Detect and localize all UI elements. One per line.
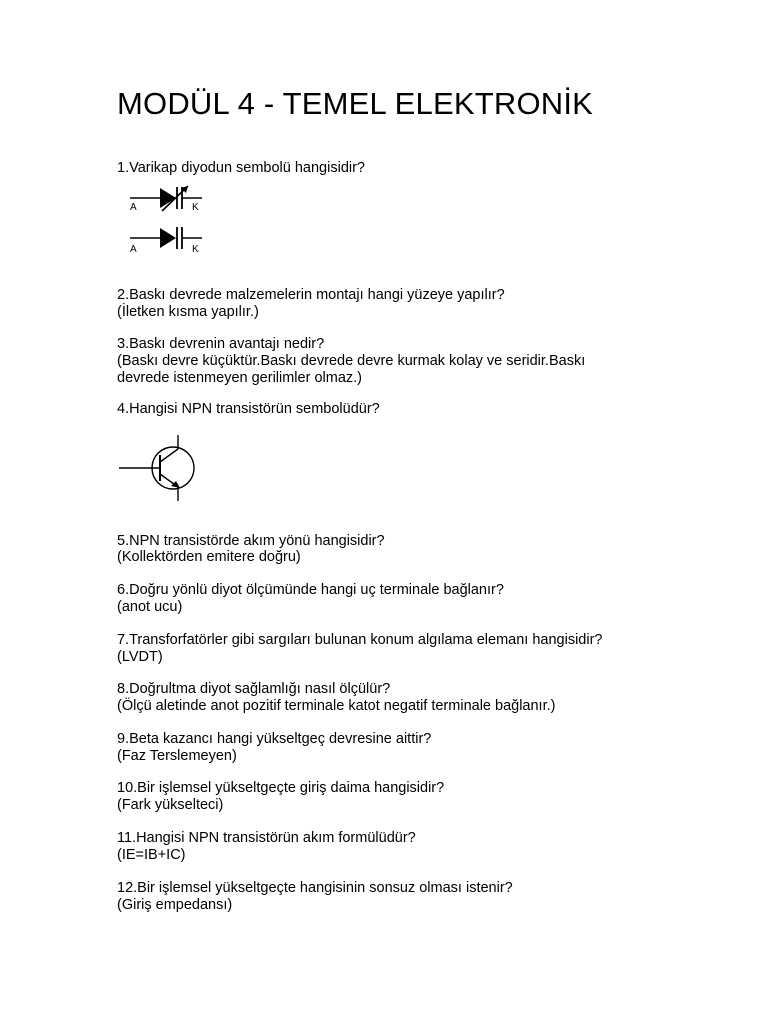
answer-9: (Faz Terslemeyen) [117,748,237,764]
answer-8: (Ölçü aletinde anot pozitif terminale katot negatif terminale bağlanır.) [117,698,556,714]
question-9: 9.Beta kazancı hangi yükseltgeç devresine aittir? [117,731,432,747]
page-title: MODÜL 4 - TEMEL ELEKTRONİK [117,86,594,121]
question-11: 11.Hangisi NPN transistörün akım formülüdür? [117,830,416,846]
answer-3-line-1: (Baskı devre küçüktür.Baskı devrede devre kurmak kolay ve seridir.Baskı [117,353,586,369]
varactor-diode-symbol-b [126,225,206,253]
question-6: 6.Doğru yönlü diyot ölçümünde hangi uç terminale bağlanır? [117,582,504,598]
question-4: 4.Hangisi NPN transistörün sembolüdür? [117,401,380,417]
answer-11: (IE=IB+IC) [117,847,186,863]
question-3: 3.Baskı devrenin avantajı nedir? [117,336,325,352]
answer-6: (anot ucu) [117,599,183,615]
question-12: 12.Bir işlemsel yükseltgeçte hangisinin sonsuz olması istenir? [117,880,513,896]
npn-transistor-symbol [116,430,200,504]
cathode-label: K [192,202,199,212]
question-1: 1.Varikap diyodun sembolü hangisidir? [117,160,365,176]
answer-2: (İletken kısma yapılır.) [117,304,259,320]
answer-10: (Fark yükselteci) [117,797,224,813]
anode-label: A [130,202,137,212]
anode-label: A [130,244,137,253]
cathode-label: K [192,244,199,253]
question-2: 2.Baskı devrede malzemelerin montajı hangi yüzeye yapılır? [117,287,505,303]
answer-7: (LVDT) [117,649,163,665]
question-8: 8.Doğrultma diyot sağlamlığı nasıl ölçülür? [117,681,391,697]
answer-5: (Kollektörden emitere doğru) [117,549,301,565]
question-7: 7.Transforfatörler gibi sargıları bulunan konum algılama elemanı hangisidir? [117,632,603,648]
question-10: 10.Bir işlemsel yükseltgeçte giriş daima hangisidir? [117,780,445,796]
question-5: 5.NPN transistörde akım yönü hangisidir? [117,533,385,549]
answer-3-line-2: devrede istenmeyen gerilimler olmaz.) [117,370,362,386]
varactor-diode-symbol-a [126,184,206,212]
answer-12: (Giriş empedansı) [117,897,233,913]
